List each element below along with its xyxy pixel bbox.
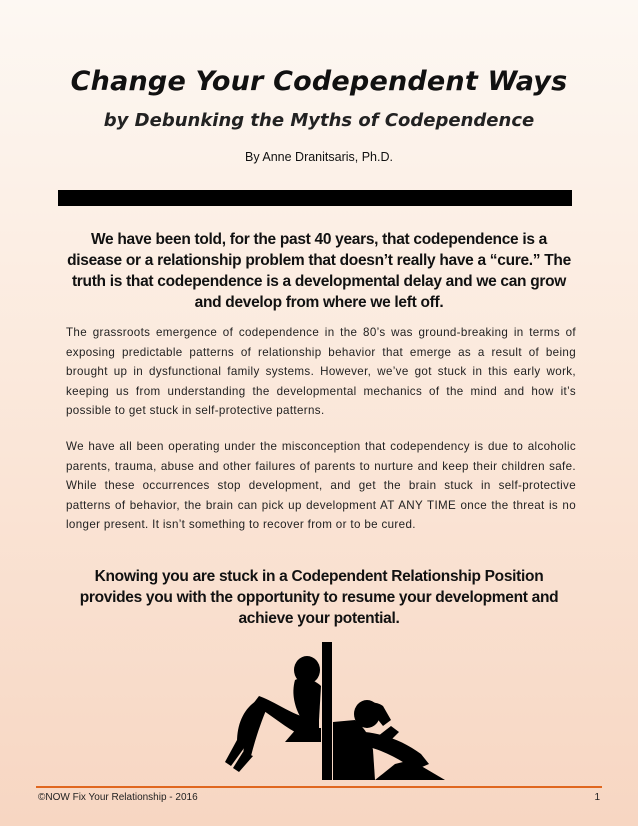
body-paragraph-1: The grassroots emergence of codependence in the 80’s was ground-breaking in terms of exposing predictable patterns of relationship behavior that emerge as a result of being brought up in dysfunctional family systems. However, we’ve got stuck in this early work, keeping us from understanding the developmental mechanics of the mind and how it’s possible to get stuck in self-protective patterns.	[66, 326, 576, 418]
document-title: Change Your Codependent Ways	[70, 66, 568, 97]
woman-silhouette	[225, 656, 321, 772]
footer-copyright: ©NOW Fix Your Relationship - 2016	[38, 792, 198, 803]
title-divider-bar	[58, 190, 572, 206]
page-number: 1	[594, 792, 600, 803]
divider-wall	[322, 642, 332, 780]
man-silhouette	[333, 700, 445, 780]
footer-rule	[36, 786, 602, 788]
author-byline: By Anne Dranitsaris, Ph.D.	[245, 150, 393, 164]
lead-statement: We have been told, for the past 40 years, that codependence is a disease or a relationship problem that doesn’t really have a “cure.” The truth is that codependence is a developmental delay and we can grow and develop from where we left off.	[67, 231, 571, 311]
callout-statement: Knowing you are stuck in a Codependent Relationship Position provides you with the opportunity to resume your development and achieve your potential.	[79, 568, 559, 627]
document-subtitle: by Debunking the Myths of Codependence	[103, 110, 535, 131]
body-paragraph-2: We have all been operating under the misconception that codependency is due to alcoholic parents, trauma, abuse and other failures of parents to nurture and keep their children safe. While these occurrences stop development, and get the brain stuck in self-protective patterns of behavior, the brain can pick up development AT ANY TIME once the threat is no longer present. It isn’t something to recover from or to be cured.	[66, 440, 576, 532]
couple-silhouette-icon	[215, 642, 455, 782]
